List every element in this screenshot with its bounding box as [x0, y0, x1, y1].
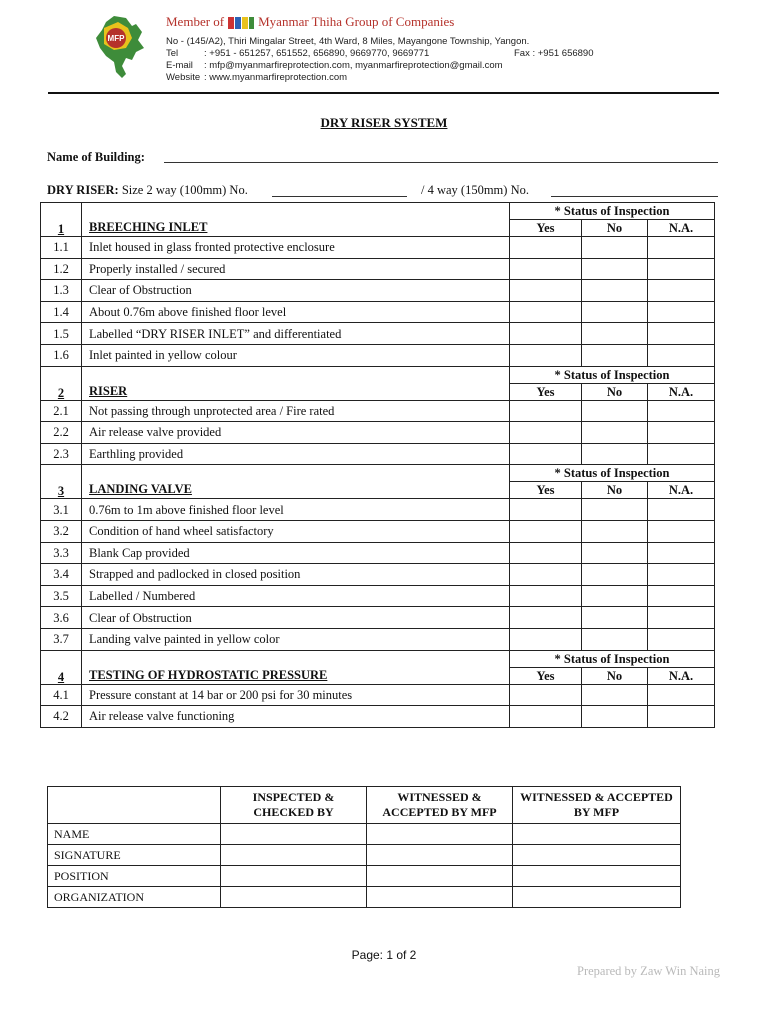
- item-number: 1.2: [41, 258, 82, 280]
- section-status-row: [41, 465, 715, 482]
- na-checkbox-cell[interactable]: [648, 706, 715, 728]
- tel-text: : +951 - 651257, 651552, 656890, 9669770, 9669771: [204, 48, 430, 59]
- table-row: [41, 422, 715, 444]
- item-description: Air release valve provided: [82, 422, 510, 444]
- no-checkbox-cell[interactable]: [582, 684, 648, 706]
- item-description: Landing valve painted in yellow color: [82, 628, 510, 650]
- table-row: [41, 628, 715, 650]
- yes-checkbox-cell[interactable]: [510, 301, 582, 323]
- item-description: Labelled “DRY RISER INLET” and differentiated: [82, 323, 510, 345]
- signature-row: [48, 887, 681, 908]
- column-yes: Yes: [510, 482, 582, 499]
- email-line: [166, 60, 503, 71]
- status-of-inspection-header: * Status of Inspection: [510, 366, 715, 383]
- signature-row: [48, 845, 681, 866]
- na-checkbox-cell[interactable]: [648, 443, 715, 465]
- no-checkbox-cell[interactable]: [582, 237, 648, 259]
- section-number: 1: [41, 203, 82, 237]
- signature-cell[interactable]: [367, 824, 513, 845]
- table-row: [41, 400, 715, 422]
- column-no: No: [582, 667, 648, 684]
- item-number: 1.6: [41, 344, 82, 366]
- member-group: Myanmar Thiha Group of Companies: [258, 14, 455, 29]
- no-checkbox-cell[interactable]: [582, 443, 648, 465]
- item-description: About 0.76m above finished floor level: [82, 301, 510, 323]
- signature-cell[interactable]: [221, 887, 367, 908]
- status-of-inspection-header: * Status of Inspection: [510, 650, 715, 667]
- item-number: 2.1: [41, 400, 82, 422]
- yes-checkbox-cell[interactable]: [510, 237, 582, 259]
- member-prefix: Member of: [166, 14, 225, 29]
- table-row: [41, 443, 715, 465]
- status-of-inspection-header: * Status of Inspection: [510, 203, 715, 220]
- item-description: 0.76m to 1m above finished floor level: [82, 499, 510, 521]
- table-row: [41, 607, 715, 629]
- no-checkbox-cell[interactable]: [582, 564, 648, 586]
- item-number: 3.5: [41, 585, 82, 607]
- table-row: [41, 280, 715, 302]
- signature-cell[interactable]: [513, 824, 681, 845]
- item-description: Earthling provided: [82, 443, 510, 465]
- na-checkbox-cell[interactable]: [648, 499, 715, 521]
- table-row: [41, 499, 715, 521]
- na-checkbox-cell[interactable]: [648, 628, 715, 650]
- no-checkbox-cell[interactable]: [582, 542, 648, 564]
- fax-text: Fax : +951 656890: [514, 48, 594, 59]
- signature-header-row: [48, 787, 681, 824]
- section-title: LANDING VALVE: [82, 465, 510, 499]
- item-description: Properly installed / secured: [82, 258, 510, 280]
- column-no: No: [582, 220, 648, 237]
- item-number: 3.6: [41, 607, 82, 629]
- no-checkbox-cell[interactable]: [582, 344, 648, 366]
- column-na: N.A.: [648, 220, 715, 237]
- no-checkbox-cell[interactable]: [582, 520, 648, 542]
- yes-checkbox-cell[interactable]: [510, 607, 582, 629]
- na-checkbox-cell[interactable]: [648, 542, 715, 564]
- riser-4way-field[interactable]: [551, 196, 718, 197]
- item-number: 4.2: [41, 706, 82, 728]
- page-title: DRY RISER SYSTEM: [320, 115, 448, 130]
- item-number: 4.1: [41, 684, 82, 706]
- signature-row: [48, 824, 681, 845]
- yes-checkbox-cell[interactable]: [510, 628, 582, 650]
- column-yes: Yes: [510, 667, 582, 684]
- yes-checkbox-cell[interactable]: [510, 422, 582, 444]
- table-row: [41, 237, 715, 259]
- column-na: N.A.: [648, 482, 715, 499]
- item-description: Pressure constant at 14 bar or 200 psi for 30 minutes: [82, 684, 510, 706]
- signature-cell[interactable]: [367, 866, 513, 887]
- prepared-by: Prepared by Zaw Win Naing: [577, 964, 720, 978]
- building-field[interactable]: [164, 162, 718, 163]
- table-row: [41, 258, 715, 280]
- section-number: 3: [41, 465, 82, 499]
- email-label: E-mail: [166, 60, 193, 71]
- yes-checkbox-cell[interactable]: [510, 258, 582, 280]
- na-checkbox-cell[interactable]: [648, 607, 715, 629]
- signature-cell[interactable]: [221, 866, 367, 887]
- na-checkbox-cell[interactable]: [648, 400, 715, 422]
- no-checkbox-cell[interactable]: [582, 706, 648, 728]
- na-checkbox-cell[interactable]: [648, 422, 715, 444]
- item-number: 2.2: [41, 422, 82, 444]
- na-checkbox-cell[interactable]: [648, 564, 715, 586]
- riser-2way-field[interactable]: [272, 196, 407, 197]
- yes-checkbox-cell[interactable]: [510, 564, 582, 586]
- column-yes: Yes: [510, 383, 582, 400]
- item-description: Strapped and padlocked in closed position: [82, 564, 510, 586]
- yes-checkbox-cell[interactable]: [510, 542, 582, 564]
- item-number: 3.4: [41, 564, 82, 586]
- riser-4way-label: / 4 way (150mm) No.: [421, 183, 529, 197]
- item-number: 1.5: [41, 323, 82, 345]
- section-title: BREECHING INLET: [82, 203, 510, 237]
- signature-corner-cell: [48, 787, 221, 824]
- item-number: 1.4: [41, 301, 82, 323]
- item-description: Condition of hand wheel satisfactory: [82, 520, 510, 542]
- na-checkbox-cell[interactable]: [648, 344, 715, 366]
- yes-checkbox-cell[interactable]: [510, 585, 582, 607]
- status-of-inspection-header: * Status of Inspection: [510, 465, 715, 482]
- header-witnessed-1: WITNESSED & ACCEPTED BY MFP: [367, 787, 513, 824]
- na-checkbox-cell[interactable]: [648, 237, 715, 259]
- inspection-table: [40, 202, 715, 728]
- website-line: [166, 72, 347, 83]
- table-row: [41, 684, 715, 706]
- signature-cell[interactable]: [513, 845, 681, 866]
- no-checkbox-cell[interactable]: [582, 422, 648, 444]
- table-row: [41, 301, 715, 323]
- item-description: Air release valve functioning: [82, 706, 510, 728]
- riser-size-label: Size 2 way (100mm) No.: [121, 183, 248, 197]
- na-checkbox-cell[interactable]: [648, 280, 715, 302]
- table-row: [41, 520, 715, 542]
- no-checkbox-cell[interactable]: [582, 607, 648, 629]
- column-na: N.A.: [648, 383, 715, 400]
- section-number: 2: [41, 366, 82, 400]
- no-checkbox-cell[interactable]: [582, 323, 648, 345]
- email-text[interactable]: : mfp@myanmarfireprotection.com, myanmarfireprotection@gmail.com: [204, 60, 503, 71]
- na-checkbox-cell[interactable]: [648, 301, 715, 323]
- website-text[interactable]: : www.myanmarfireprotection.com: [204, 72, 348, 83]
- item-description: Inlet painted in yellow colour: [82, 344, 510, 366]
- na-checkbox-cell[interactable]: [648, 258, 715, 280]
- yes-checkbox-cell[interactable]: [510, 323, 582, 345]
- building-field-label: Name of Building:: [47, 150, 145, 164]
- na-checkbox-cell[interactable]: [648, 585, 715, 607]
- section-title: RISER: [82, 366, 510, 400]
- item-number: 1.3: [41, 280, 82, 302]
- yes-checkbox-cell[interactable]: [510, 520, 582, 542]
- item-number: 3.1: [41, 499, 82, 521]
- header-witnessed-2: WITNESSED & ACCEPTED BY MFP: [513, 787, 681, 824]
- yes-checkbox-cell[interactable]: [510, 684, 582, 706]
- signature-table: [47, 786, 681, 908]
- address-text: (145/A2), Thiri Mingalar Street, 4th Ward, 8 Miles, Mayangone Township, Yangon.: [186, 36, 530, 47]
- yes-checkbox-cell[interactable]: [510, 499, 582, 521]
- section-status-row: [41, 650, 715, 667]
- riser-field-label: DRY RISER: Size 2 way (100mm) No.: [47, 183, 248, 197]
- row-label: SIGNATURE: [48, 845, 221, 866]
- no-checkbox-cell[interactable]: [582, 499, 648, 521]
- table-row: [41, 585, 715, 607]
- row-label: NAME: [48, 824, 221, 845]
- signature-row: [48, 866, 681, 887]
- item-description: Labelled / Numbered: [82, 585, 510, 607]
- yes-checkbox-cell[interactable]: [510, 400, 582, 422]
- row-label: POSITION: [48, 866, 221, 887]
- section-number: 4: [41, 650, 82, 684]
- column-yes: Yes: [510, 220, 582, 237]
- column-no: No: [582, 383, 648, 400]
- table-row: [41, 323, 715, 345]
- member-line: [166, 14, 454, 30]
- no-checkbox-cell[interactable]: [582, 585, 648, 607]
- signature-cell[interactable]: [513, 866, 681, 887]
- item-number: 3.3: [41, 542, 82, 564]
- signature-cell[interactable]: [367, 845, 513, 866]
- section-status-row: [41, 203, 715, 220]
- item-description: Clear of Obstruction: [82, 607, 510, 629]
- table-row: [41, 564, 715, 586]
- table-row: [41, 344, 715, 366]
- section-status-row: [41, 366, 715, 383]
- no-checkbox-cell[interactable]: [582, 280, 648, 302]
- item-description: Inlet housed in glass fronted protective enclosure: [82, 237, 510, 259]
- no-checkbox-cell[interactable]: [582, 301, 648, 323]
- item-number: 2.3: [41, 443, 82, 465]
- item-number: 1.1: [41, 237, 82, 259]
- table-row: [41, 706, 715, 728]
- group-flag-icon: [228, 17, 254, 29]
- column-na: N.A.: [648, 667, 715, 684]
- tel-line: [166, 48, 429, 59]
- header-divider: [48, 92, 719, 94]
- no-checkbox-cell[interactable]: [582, 628, 648, 650]
- item-number: 3.2: [41, 520, 82, 542]
- logo-text: MFP: [107, 34, 125, 43]
- signature-cell[interactable]: [221, 845, 367, 866]
- yes-checkbox-cell[interactable]: [510, 344, 582, 366]
- na-checkbox-cell[interactable]: [648, 684, 715, 706]
- company-logo: [92, 14, 150, 80]
- table-row: [41, 542, 715, 564]
- item-description: Blank Cap provided: [82, 542, 510, 564]
- address-line: [166, 36, 529, 47]
- na-checkbox-cell[interactable]: [648, 520, 715, 542]
- address-label: No -: [166, 36, 184, 47]
- yes-checkbox-cell[interactable]: [510, 706, 582, 728]
- yes-checkbox-cell[interactable]: [510, 443, 582, 465]
- no-checkbox-cell[interactable]: [582, 258, 648, 280]
- signature-cell[interactable]: [221, 824, 367, 845]
- item-number: 3.7: [41, 628, 82, 650]
- no-checkbox-cell[interactable]: [582, 400, 648, 422]
- website-label: Website: [166, 72, 201, 83]
- page-number: Page: 1 of 2: [351, 948, 417, 962]
- yes-checkbox-cell[interactable]: [510, 280, 582, 302]
- section-title: TESTING OF HYDROSTATIC PRESSURE: [82, 650, 510, 684]
- na-checkbox-cell[interactable]: [648, 323, 715, 345]
- row-label: ORGANIZATION: [48, 887, 221, 908]
- header-inspected: INSPECTED & CHECKED BY: [221, 787, 367, 824]
- signature-cell[interactable]: [513, 887, 681, 908]
- column-no: No: [582, 482, 648, 499]
- signature-cell[interactable]: [367, 887, 513, 908]
- item-description: Clear of Obstruction: [82, 280, 510, 302]
- item-description: Not passing through unprotected area / Fire rated: [82, 400, 510, 422]
- tel-label: Tel: [166, 48, 179, 59]
